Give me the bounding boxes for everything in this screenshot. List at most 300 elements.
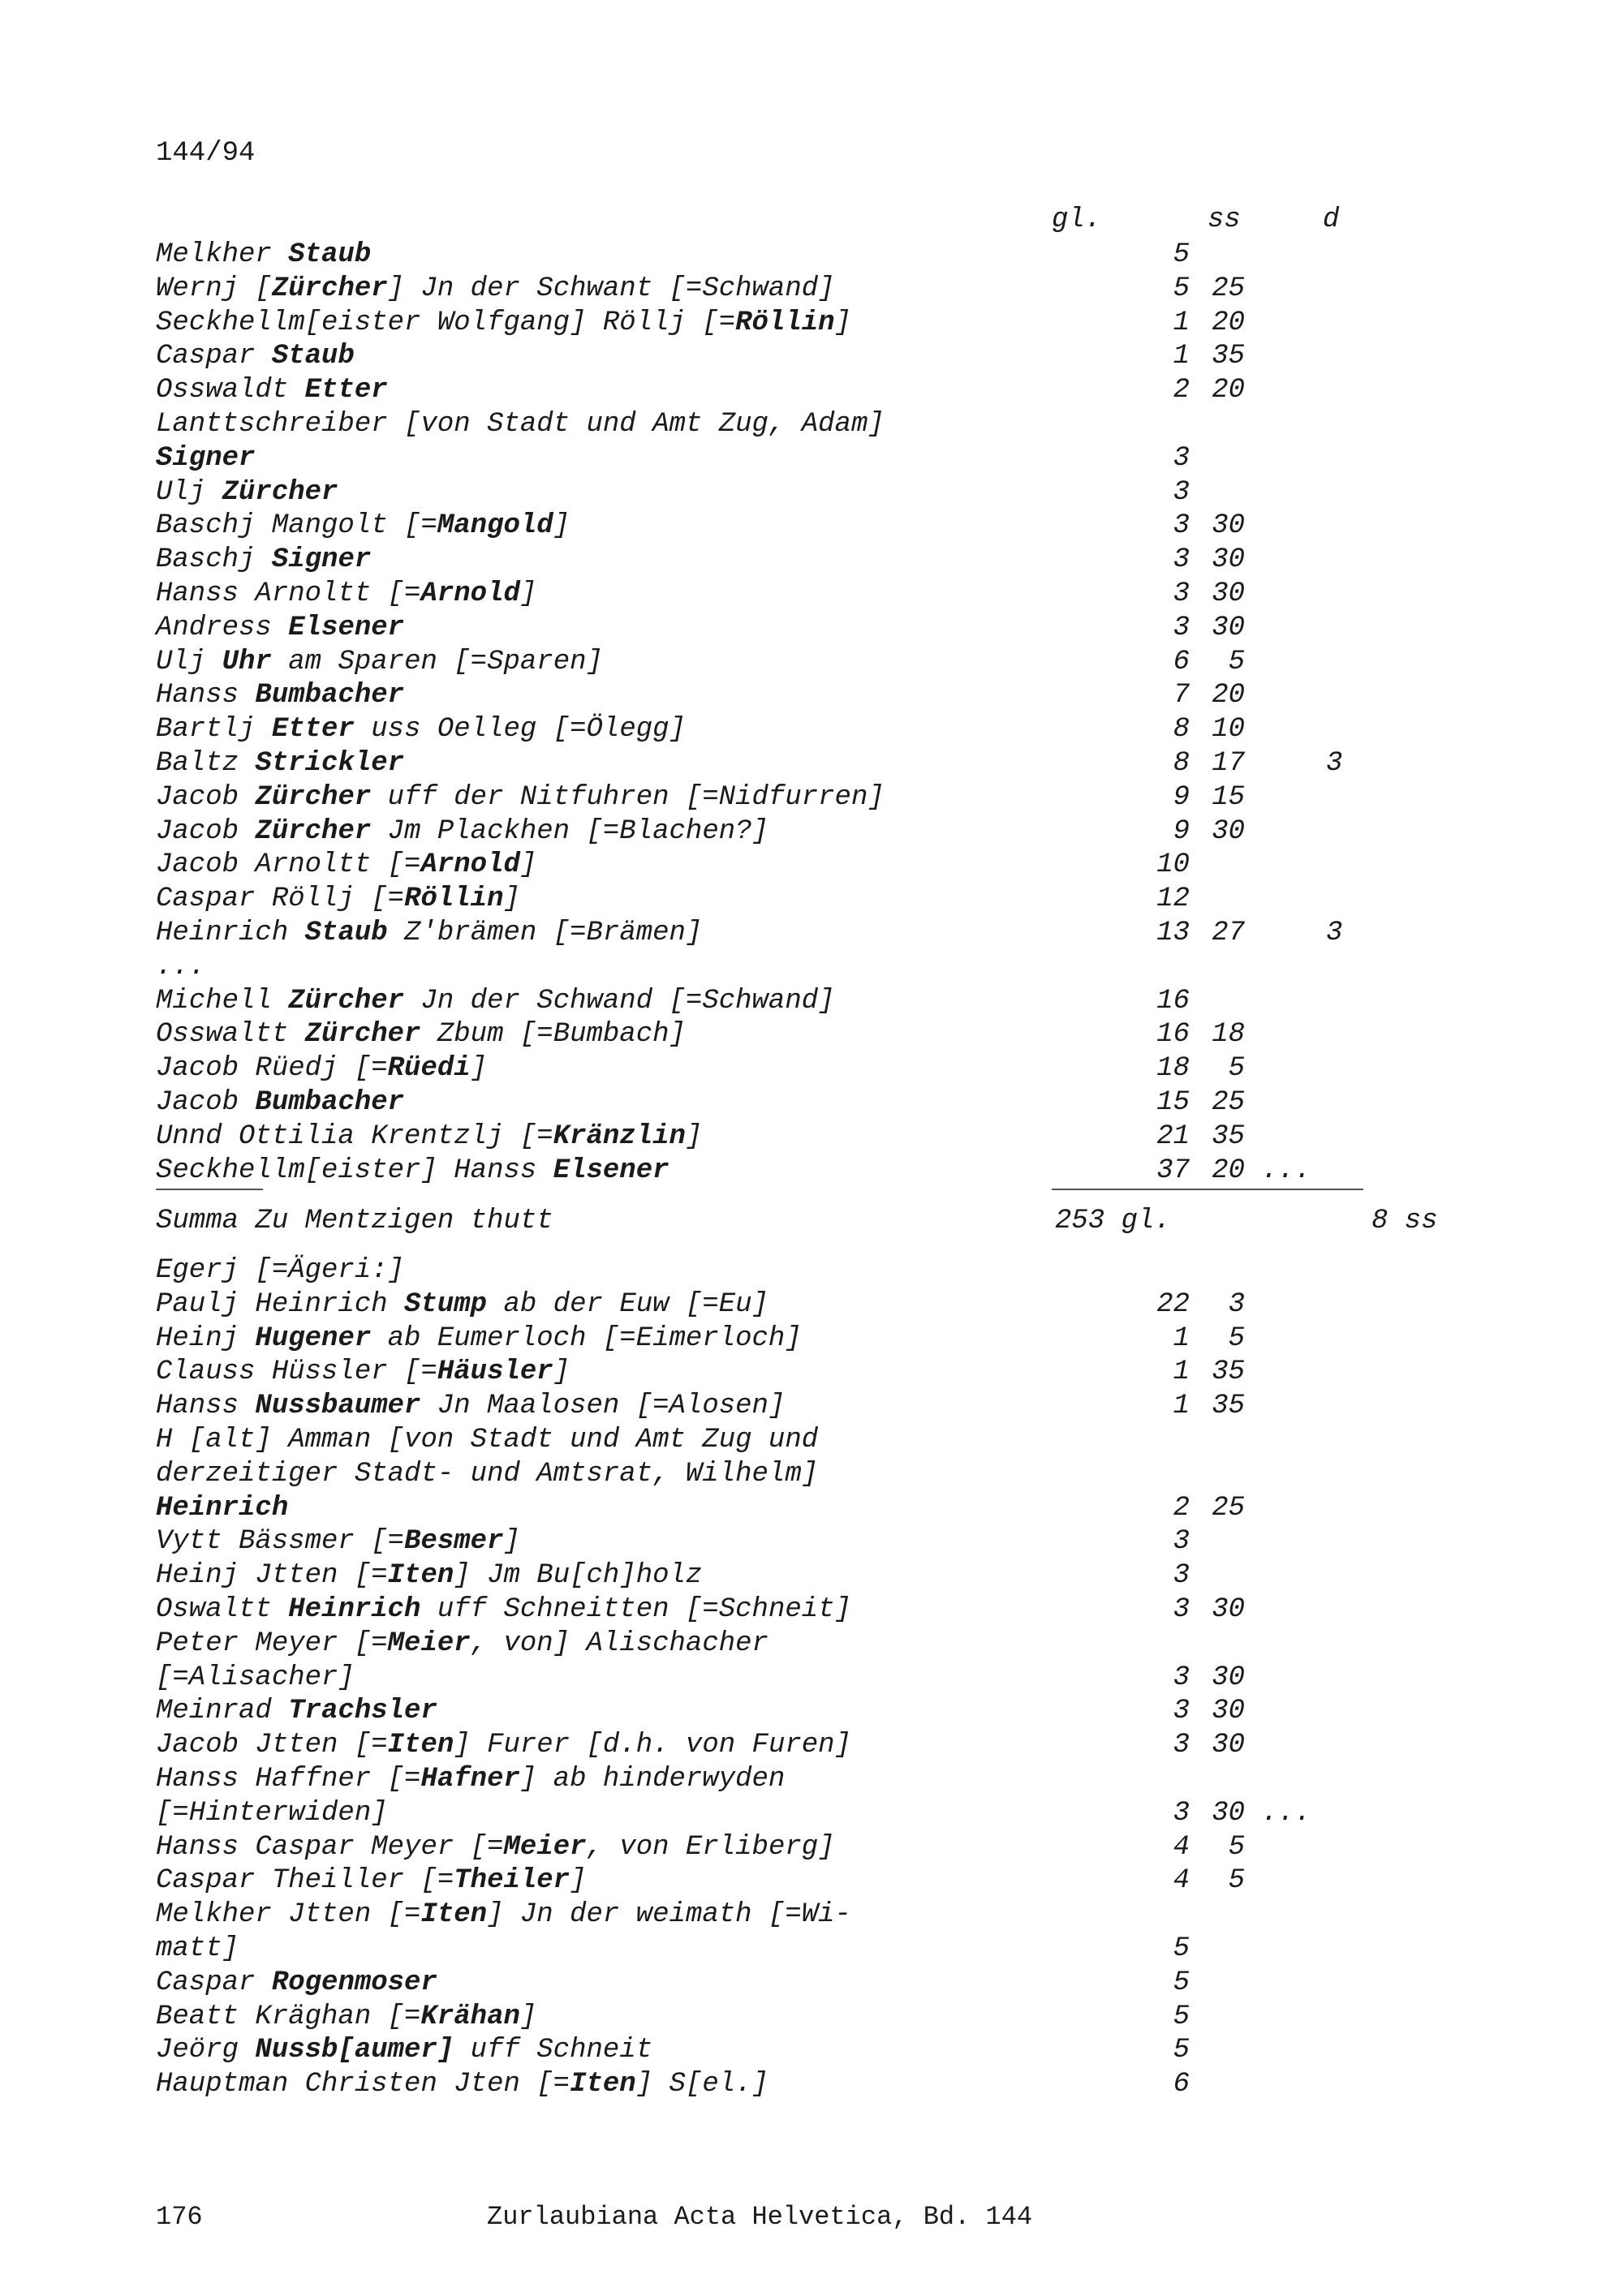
gl-value: 1 xyxy=(1173,341,1190,372)
name-text: Hanss xyxy=(156,1391,256,1422)
table-row xyxy=(156,916,1373,950)
table-row xyxy=(156,1898,1373,1932)
entry-name xyxy=(156,1491,288,1525)
summa-ss: 8 ss xyxy=(1371,1206,1438,1236)
gl-value: 5 xyxy=(1173,2001,1190,2032)
entry-name xyxy=(156,984,835,1018)
header-d: d xyxy=(1323,204,1340,235)
ss-value: 18 xyxy=(1212,1019,1245,1051)
table-row xyxy=(156,272,1373,306)
gl-value: 15 xyxy=(1156,1087,1190,1118)
table-row xyxy=(156,1322,1373,1356)
entry-name xyxy=(156,543,371,577)
gl-value: 12 xyxy=(1156,884,1190,915)
name-text: Egerj [=Ägeri:] xyxy=(156,1255,405,1286)
surname: Hafner xyxy=(420,1764,520,1795)
ss-value: 5 xyxy=(1228,646,1245,677)
name-text: ] Jn der weimath [=Wi- xyxy=(487,1899,851,1931)
surname: Meier xyxy=(387,1627,471,1659)
surname: Häusler xyxy=(437,1357,553,1388)
ss-value: 25 xyxy=(1212,273,1245,304)
gl-value: 3 xyxy=(1173,1594,1190,1625)
entry-name xyxy=(156,1796,388,1830)
name-text: Lanttschreiber [von Stadt und Amt Zug, Adam] xyxy=(156,409,885,440)
name-text: uff der Nitfuhren [=Nidfurren] xyxy=(371,781,885,813)
name-text: , von] Alischacher xyxy=(470,1627,768,1659)
gl-value: 3 xyxy=(1173,442,1190,474)
name-text: matt] xyxy=(156,1933,239,1964)
surname: Heinrich xyxy=(288,1594,421,1625)
gl-value: 4 xyxy=(1173,1865,1190,1897)
name-text: Melkher Jtten [= xyxy=(156,1899,421,1931)
ss-value: 35 xyxy=(1212,1357,1245,1388)
ss-value: 30 xyxy=(1212,1730,1245,1761)
name-text: Heinrich xyxy=(156,918,305,948)
table-row xyxy=(156,712,1373,746)
summa-row xyxy=(156,1204,1438,1238)
surname: Nussb[aumer] xyxy=(255,2035,454,2066)
name-text: uss Oelleg [=Ölegg] xyxy=(354,714,686,746)
table-row xyxy=(156,1389,1373,1423)
table-row xyxy=(156,1559,1373,1593)
name-text: Caspar Röllj [= xyxy=(156,884,405,915)
entry-name xyxy=(156,1864,587,1898)
table-row xyxy=(156,238,1373,272)
name-text: uff Schneitten [=Schneit] xyxy=(420,1594,851,1625)
name-text: Bartlj xyxy=(156,714,272,746)
ss-value: 30 ... xyxy=(1212,1797,1311,1829)
ss-value: 25 xyxy=(1212,1492,1245,1524)
gl-value: 1 xyxy=(1173,1322,1190,1354)
name-text: ] Furer [d.h. von Furen] xyxy=(454,1730,851,1761)
surname: Iten xyxy=(387,1730,454,1761)
underline-left xyxy=(156,1189,263,1190)
surname: Etter xyxy=(304,375,388,406)
ss-value: 5 xyxy=(1228,1053,1245,1085)
surname: Bumbacher xyxy=(255,1087,405,1118)
table-row xyxy=(156,780,1373,815)
surname: Arnold xyxy=(420,578,520,609)
name-text: Oswaltt xyxy=(156,1594,289,1625)
name-text: Baltz xyxy=(156,748,256,779)
entry-name xyxy=(156,848,536,882)
ss-value: 30 xyxy=(1212,510,1245,542)
surname: Zürcher xyxy=(288,985,405,1017)
entry-name xyxy=(156,1120,702,1154)
sum-rule xyxy=(1052,1189,1363,1190)
gl-value: 2 xyxy=(1173,375,1190,406)
entry-name xyxy=(156,882,520,916)
entry-name xyxy=(156,1355,570,1389)
ss-value: 20 ... xyxy=(1212,1154,1311,1186)
surname: Meier xyxy=(503,1831,587,1863)
surname: Arnold xyxy=(420,849,520,881)
gl-value: 5 xyxy=(1173,273,1190,304)
page-ref: 144/94 xyxy=(156,138,256,169)
table-row xyxy=(156,848,1373,882)
surname: Signer xyxy=(156,442,256,474)
name-text: Clauss Hüssler [= xyxy=(156,1357,437,1388)
name-text: ] xyxy=(834,307,851,338)
table-row xyxy=(156,373,1373,407)
name-text: Seckhellm[eister] Hanss xyxy=(156,1154,553,1186)
gl-value: 3 xyxy=(1173,1730,1190,1761)
gl-value: 9 xyxy=(1173,781,1190,813)
entry-name xyxy=(156,1051,487,1086)
gl-value: 3 xyxy=(1173,1797,1190,1829)
name-text: [=Alisacher] xyxy=(156,1662,355,1693)
surname: Zürcher xyxy=(222,476,338,508)
entry-name xyxy=(156,1322,802,1356)
name-text: Vytt Bässmer [= xyxy=(156,1526,405,1558)
surname: Staub xyxy=(271,341,355,372)
entry-name xyxy=(156,1559,702,1593)
entry-name xyxy=(156,1423,818,1457)
table-row xyxy=(156,2067,1373,2101)
name-text: ] S[el.] xyxy=(635,2069,768,2100)
entry-name xyxy=(156,1830,835,1864)
gl-value: 3 xyxy=(1173,1662,1190,1693)
ss-value: 30 xyxy=(1212,1662,1245,1693)
name-text: ] xyxy=(553,510,570,542)
table-row xyxy=(156,577,1373,611)
entry-name xyxy=(156,339,355,373)
name-text: Jacob xyxy=(156,815,256,847)
surname: Uhr xyxy=(222,646,272,677)
surname: Iten xyxy=(387,1560,454,1592)
entry-name xyxy=(156,1762,785,1796)
gl-value: 9 xyxy=(1173,815,1190,847)
name-text: Jeörg xyxy=(156,2035,256,2066)
ss-value: 27 xyxy=(1212,918,1245,948)
name-text: ... xyxy=(156,951,206,982)
entry-name xyxy=(156,678,404,712)
table-row xyxy=(156,1524,1373,1559)
table-row xyxy=(156,950,1373,984)
name-text: ] xyxy=(503,1526,520,1558)
ss-value: 10 xyxy=(1212,714,1245,746)
entry-name xyxy=(156,238,371,272)
gl-value: 3 xyxy=(1173,544,1190,576)
ss-value: 30 xyxy=(1212,544,1245,576)
entry-name xyxy=(156,1154,669,1188)
name-text: Jacob Arnoltt [= xyxy=(156,849,421,881)
gl-value: 13 xyxy=(1156,918,1190,948)
table-row xyxy=(156,407,1373,441)
surname: Zürcher xyxy=(304,1019,421,1051)
gl-value: 1 xyxy=(1173,1391,1190,1422)
ss-value: 5 xyxy=(1228,1831,1245,1863)
table-row xyxy=(156,543,1373,577)
name-text: Jacob xyxy=(156,1087,256,1118)
name-text: Z'brämen [=Brämen] xyxy=(387,918,703,948)
ss-value: 35 xyxy=(1212,1120,1245,1152)
table-row xyxy=(156,1288,1373,1322)
gl-value: 18 xyxy=(1156,1053,1190,1085)
table-row xyxy=(156,475,1373,510)
entry-name xyxy=(156,373,388,407)
name-text: Jacob Jtten [= xyxy=(156,1730,388,1761)
table-row xyxy=(156,645,1373,679)
surname: Iten xyxy=(420,1899,488,1931)
name-text: ] xyxy=(519,849,537,881)
table-row xyxy=(156,1593,1373,1627)
surname: Rüedi xyxy=(387,1053,471,1085)
ss-value: 30 xyxy=(1212,1696,1245,1727)
name-text: [=Hinterwiden] xyxy=(156,1797,388,1829)
entry-name xyxy=(156,1524,520,1559)
table-row xyxy=(156,984,1373,1018)
surname: Kränzlin xyxy=(553,1120,686,1152)
gl-value: 1 xyxy=(1173,307,1190,338)
name-text: Hanss Caspar Meyer [= xyxy=(156,1831,504,1863)
entry-name xyxy=(156,645,603,679)
header-gl: gl. xyxy=(1052,204,1102,235)
table-row xyxy=(156,2033,1373,2067)
surname: Theiler xyxy=(454,1865,570,1897)
name-text: Jn der Schwand [=Schwand] xyxy=(404,985,835,1017)
table-row xyxy=(156,306,1373,340)
name-text: Jacob xyxy=(156,781,256,813)
entry-name xyxy=(156,916,702,950)
name-text: Michell xyxy=(156,985,289,1017)
entry-name xyxy=(156,712,686,746)
ss-value: 20 xyxy=(1212,375,1245,406)
name-text: ] xyxy=(570,1865,587,1897)
name-text: Baschj xyxy=(156,544,272,576)
table-row xyxy=(156,1830,1373,1864)
gl-value: 8 xyxy=(1173,714,1190,746)
gl-value: 5 xyxy=(1173,2035,1190,2066)
surname: Röllin xyxy=(735,307,835,338)
gl-value: 3 xyxy=(1173,476,1190,508)
entry-name xyxy=(156,272,835,306)
table-row xyxy=(156,1966,1373,2000)
entry-name xyxy=(156,1593,851,1627)
d-value: 3 xyxy=(1326,748,1343,779)
entry-name xyxy=(156,1017,686,1051)
ss-value: 15 xyxy=(1212,781,1245,813)
surname: Strickler xyxy=(255,748,405,779)
name-text: Caspar Theiller [= xyxy=(156,1865,454,1897)
surname: Mangold xyxy=(437,510,553,542)
gl-value: 21 xyxy=(1156,1120,1190,1152)
name-text: Jn Maalosen [=Alosen] xyxy=(420,1391,786,1422)
name-text: ] xyxy=(519,578,537,609)
table-row xyxy=(156,746,1373,780)
gl-value: 6 xyxy=(1173,2069,1190,2100)
name-text: Hanss xyxy=(156,680,256,712)
name-text: Heinj Jtten [= xyxy=(156,1560,388,1592)
gl-value: 16 xyxy=(1156,985,1190,1017)
table-row xyxy=(156,1864,1373,1898)
surname: Zürcher xyxy=(271,273,388,304)
name-text: derzeitiger Stadt- und Amtsrat, Wilhelm] xyxy=(156,1458,819,1490)
surname: Rogenmoser xyxy=(271,1967,437,1998)
ss-value: 20 xyxy=(1212,680,1245,712)
entry-name xyxy=(156,950,205,984)
entry-name xyxy=(156,2033,652,2067)
name-text: ] ab hinderwyden xyxy=(519,1764,786,1795)
name-text: Wernj [ xyxy=(156,273,272,304)
table-row xyxy=(156,1728,1373,1762)
name-text: Baschj Mangolt [= xyxy=(156,510,437,542)
name-text: Osswaldt xyxy=(156,375,305,406)
name-text: ab Eumerloch [=Eimerloch] xyxy=(371,1322,802,1354)
name-text: Ulj xyxy=(156,476,222,508)
table-row xyxy=(156,1694,1373,1728)
gl-value: 2 xyxy=(1173,1492,1190,1524)
entry-name xyxy=(156,1966,437,2000)
surname: Nussbaumer xyxy=(255,1391,421,1422)
table-row xyxy=(156,1253,1373,1288)
surname: Röllin xyxy=(404,884,504,915)
entry-name xyxy=(156,746,404,780)
entry-name xyxy=(156,577,536,611)
surname: Elsener xyxy=(553,1154,669,1186)
name-text: ] xyxy=(503,884,520,915)
surname: Zürcher xyxy=(255,815,372,847)
entry-name xyxy=(156,1932,239,1966)
table-row xyxy=(156,1051,1373,1086)
table-row xyxy=(156,1627,1373,1661)
entry-name xyxy=(156,407,885,441)
table-row xyxy=(156,1491,1373,1525)
ss-value: 5 xyxy=(1228,1322,1245,1354)
gl-value: 10 xyxy=(1156,849,1190,881)
gl-value: 5 xyxy=(1173,239,1190,270)
gl-value: 3 xyxy=(1173,1526,1190,1558)
gl-value: 37 xyxy=(1156,1154,1190,1186)
gl-value: 3 xyxy=(1173,510,1190,542)
name-text: Hanss Arnoltt [= xyxy=(156,578,421,609)
entry-name xyxy=(156,1288,768,1322)
ss-value: 30 xyxy=(1212,612,1245,643)
table-row xyxy=(156,1796,1373,1830)
name-text: Osswaltt xyxy=(156,1019,305,1051)
table-row xyxy=(156,611,1373,645)
entry-name xyxy=(156,1898,851,1932)
table-row xyxy=(156,882,1373,916)
entry-name xyxy=(156,1694,437,1728)
table-row xyxy=(156,1762,1373,1796)
gl-value: 3 xyxy=(1173,1696,1190,1727)
name-text: Melkher xyxy=(156,239,289,270)
table-row xyxy=(156,2000,1373,2034)
ss-value: 35 xyxy=(1212,341,1245,372)
name-text: , von Erliberg] xyxy=(586,1831,835,1863)
gl-value: 3 xyxy=(1173,1560,1190,1592)
table-row xyxy=(156,1017,1373,1051)
ss-value: 30 xyxy=(1212,1594,1245,1625)
gl-value: 16 xyxy=(1156,1019,1190,1051)
name-text: Heinj xyxy=(156,1322,256,1354)
name-text: Caspar xyxy=(156,1967,272,1998)
gl-value: 3 xyxy=(1173,578,1190,609)
entry-name xyxy=(156,1253,404,1288)
table-row xyxy=(156,1086,1373,1120)
surname: Elsener xyxy=(288,612,405,643)
name-text: Hauptman Christen Jten [= xyxy=(156,2069,570,2100)
name-text: Zbum [=Bumbach] xyxy=(420,1019,686,1051)
surname: Etter xyxy=(271,714,355,746)
ss-value: 30 xyxy=(1212,578,1245,609)
surname: Staub xyxy=(288,239,372,270)
name-text: Ulj xyxy=(156,646,222,677)
gl-value: 7 xyxy=(1173,680,1190,712)
gl-value: 6 xyxy=(1173,646,1190,677)
name-text: Andress xyxy=(156,612,289,643)
surname: Iten xyxy=(570,2069,636,2100)
table-row xyxy=(156,1423,1373,1457)
name-text: Beatt Kräghan [= xyxy=(156,2001,421,2032)
name-text: ] Jm Bu[ch]holz xyxy=(454,1560,703,1592)
ss-value: 25 xyxy=(1212,1087,1245,1118)
gl-value: 5 xyxy=(1173,1967,1190,1998)
gl-value: 1 xyxy=(1173,1357,1190,1388)
name-text: ] xyxy=(519,2001,537,2032)
surname: Trachsler xyxy=(288,1696,437,1727)
surname: Signer xyxy=(271,544,372,576)
gl-value: 22 xyxy=(1156,1288,1190,1320)
ss-value: 3 xyxy=(1228,1288,1245,1320)
gl-value: 4 xyxy=(1173,1831,1190,1863)
surname: Besmer xyxy=(404,1526,504,1558)
name-text: Peter Meyer [= xyxy=(156,1627,388,1659)
entry-name xyxy=(156,1728,851,1762)
gl-value: 3 xyxy=(1173,612,1190,643)
entry-name xyxy=(156,611,404,645)
entry-name xyxy=(156,780,885,815)
name-text: am Sparen [=Sparen] xyxy=(271,646,603,677)
summa-label: Summa Zu Mentzigen thutt xyxy=(156,1206,553,1236)
name-text: ] xyxy=(553,1357,570,1388)
surname: Hugener xyxy=(255,1322,372,1354)
ss-value: 20 xyxy=(1212,307,1245,338)
table-row xyxy=(156,1355,1373,1389)
entry-name xyxy=(156,1457,818,1491)
surname: Heinrich xyxy=(156,1492,289,1524)
name-text: ab der Euw [=Eu] xyxy=(487,1288,768,1320)
surname: Bumbacher xyxy=(255,680,405,712)
name-text: Unnd Ottilia Krentzlj [= xyxy=(156,1120,553,1152)
table-row xyxy=(156,1457,1373,1491)
surname: Zürcher xyxy=(255,781,372,813)
ss-value: 17 xyxy=(1212,748,1245,779)
summa-gl: 253 gl. xyxy=(1055,1206,1171,1236)
name-text: Jacob Rüedj [= xyxy=(156,1053,388,1085)
footer-title: Zurlaubiana Acta Helvetica, Bd. 144 xyxy=(487,2202,1033,2232)
entry-name xyxy=(156,815,768,849)
table-row xyxy=(156,339,1373,373)
table-row xyxy=(156,1154,1373,1188)
table-row xyxy=(156,1661,1373,1695)
name-text: uff Schneit xyxy=(454,2035,653,2066)
d-value: 3 xyxy=(1326,918,1343,948)
name-text: H [alt] Amman [von Stadt und Amt Zug und xyxy=(156,1425,819,1455)
table-row xyxy=(156,678,1373,712)
surname: Staub xyxy=(304,918,388,948)
entry-name xyxy=(156,475,338,510)
name-text: ] Jn der Schwant [=Schwand] xyxy=(387,273,835,304)
name-text: Seckhellm[eister Wolfgang] Röllj [= xyxy=(156,307,736,338)
entry-name xyxy=(156,2000,536,2034)
name-text: ] xyxy=(470,1053,488,1085)
entry-name xyxy=(156,1086,404,1120)
name-text: Hanss Haffner [= xyxy=(156,1764,421,1795)
ss-value: 5 xyxy=(1228,1865,1245,1897)
table-row xyxy=(156,1932,1373,1966)
